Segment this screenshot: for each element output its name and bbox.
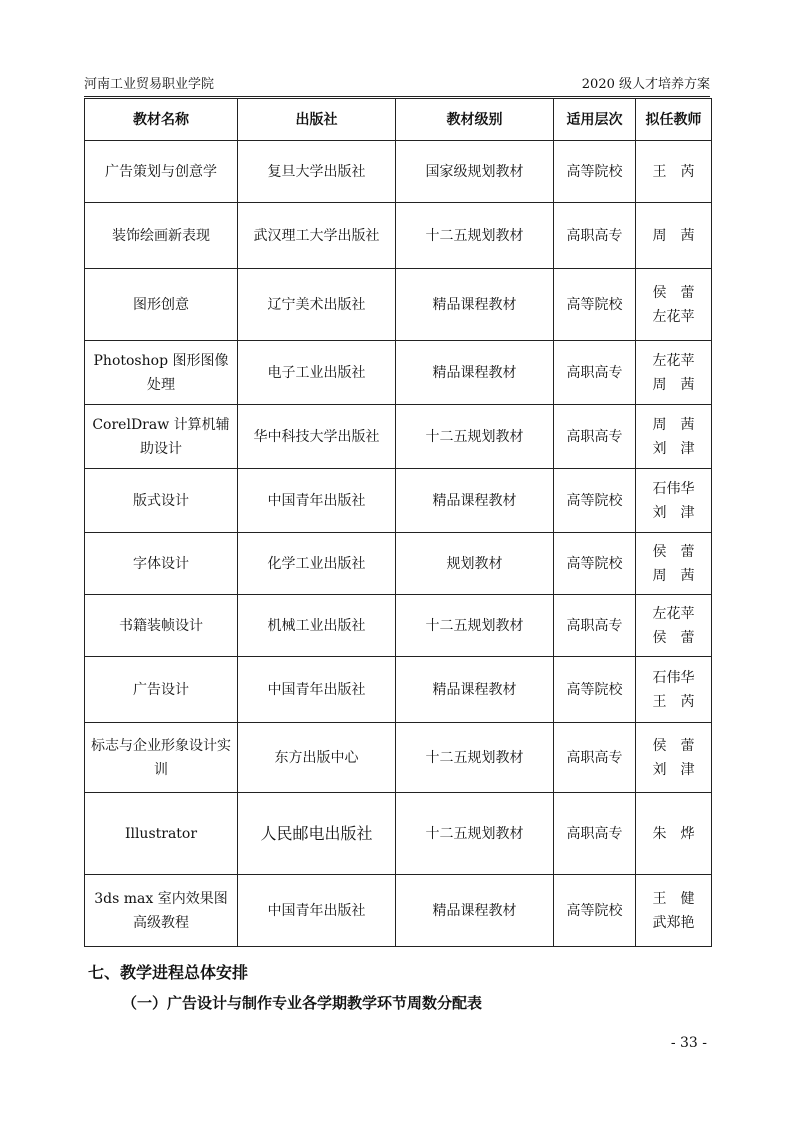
cell-publisher: 中国青年出版社 [238,469,396,533]
cell-teachers [636,269,712,341]
teacher-name: 左花苹 [652,352,695,369]
cell-publisher: 东方出版中心 [238,723,396,793]
teacher-name: 石伟华 [652,480,695,497]
table-row [85,595,712,657]
section-subtitle: （一）广告设计与制作专业各学期教学环节周数分配表 [122,994,483,1012]
cell-scope: 高职高专 [554,341,636,405]
teacher-name: 刘 津 [652,440,695,457]
cell-publisher: 武汉理工大学出版社 [238,203,396,269]
cell-level: 精品课程教材 [396,657,554,723]
cell-level: 精品课程教材 [396,269,554,341]
page-header [84,76,710,94]
teacher-name: 周 茜 [652,376,695,393]
cell-textbook-name: 广告设计 [85,657,238,723]
cell-scope: 高等院校 [554,469,636,533]
cell-teachers [636,533,712,595]
cell-scope: 高等院校 [554,657,636,723]
cell-level: 精品课程教材 [396,469,554,533]
cell-teachers [636,657,712,723]
table-row [85,793,712,875]
cell-level: 十二五规划教材 [396,405,554,469]
cell-scope: 高职高专 [554,793,636,875]
cell-teachers [636,595,712,657]
teacher-name: 左花苹 [652,308,695,325]
cell-scope: 高等院校 [554,269,636,341]
cell-publisher: 化学工业出版社 [238,533,396,595]
header-school-name: 河南工业贸易职业学院 [84,77,215,92]
cell-textbook-name: 3ds max 室内效果图高级教程 [85,875,238,947]
header-publisher: 出版社 [238,99,396,141]
cell-level: 十二五规划教材 [396,793,554,875]
teacher-name: 武郑艳 [652,914,695,931]
cell-textbook-name: Illustrator [85,793,238,875]
cell-teachers [636,875,712,947]
table-row [85,141,712,203]
teacher-name: 侯 蕾 [652,284,695,301]
cell-textbook-name: 标志与企业形象设计实训 [85,723,238,793]
cell-textbook-name: 装饰绘画新表现 [85,203,238,269]
cell-scope: 高职高专 [554,405,636,469]
teacher-name: 王 芮 [652,693,695,710]
cell-publisher: 机械工业出版社 [238,595,396,657]
table-row [85,723,712,793]
cell-textbook-name: 书籍装帧设计 [85,595,238,657]
table-header-row [85,99,712,141]
header-applicable-level: 适用层次 [554,99,636,141]
table-row [85,203,712,269]
teacher-name: 朱 烨 [652,825,695,842]
cell-teachers [636,203,712,269]
cell-level: 精品课程教材 [396,875,554,947]
table-row [85,533,712,595]
cell-scope: 高职高专 [554,595,636,657]
cell-textbook-name: 字体设计 [85,533,238,595]
table-row [85,657,712,723]
header-teacher: 拟任教师 [636,99,712,141]
cell-publisher: 人民邮电出版社 [238,793,396,875]
teacher-name: 左花苹 [652,605,695,622]
table-row [85,269,712,341]
cell-publisher: 辽宁美术出版社 [238,269,396,341]
cell-teachers [636,405,712,469]
cell-level: 十二五规划教材 [396,203,554,269]
teacher-name: 刘 津 [652,504,695,521]
section-title: 七、教学进程总体安排 [88,963,249,982]
cell-teachers [636,793,712,875]
table-row [85,405,712,469]
table-row [85,341,712,405]
cell-level: 国家级规划教材 [396,141,554,203]
header-textbook-name: 教材名称 [85,99,238,141]
cell-publisher: 复旦大学出版社 [238,141,396,203]
header-rule [84,96,710,97]
cell-textbook-name: Photoshop 图形图像处理 [85,341,238,405]
teacher-name: 侯 蕾 [652,629,695,646]
cell-textbook-name: 图形创意 [85,269,238,341]
header-doc-title: 2020 级人才培养方案 [581,77,710,92]
cell-publisher: 中国青年出版社 [238,657,396,723]
cell-teachers [636,141,712,203]
cell-textbook-name: 版式设计 [85,469,238,533]
teacher-name: 石伟华 [652,669,695,686]
cell-teachers [636,341,712,405]
cell-scope: 高等院校 [554,533,636,595]
teacher-name: 刘 津 [652,761,695,778]
cell-textbook-name: 广告策划与创意学 [85,141,238,203]
cell-level: 十二五规划教材 [396,595,554,657]
cell-teachers [636,469,712,533]
teacher-name: 侯 蕾 [652,737,695,754]
cell-scope: 高等院校 [554,875,636,947]
teacher-name: 侯 蕾 [652,543,695,560]
cell-scope: 高职高专 [554,723,636,793]
teacher-name: 周 茜 [652,416,695,433]
page-number: - 33 - [670,1035,707,1051]
table-row [85,469,712,533]
teacher-name: 周 茜 [652,227,695,244]
cell-level: 规划教材 [396,533,554,595]
teacher-name: 王 芮 [652,163,695,180]
cell-textbook-name: CorelDraw 计算机辅助设计 [85,405,238,469]
cell-scope: 高职高专 [554,203,636,269]
textbook-table [84,98,712,947]
cell-scope: 高等院校 [554,141,636,203]
header-textbook-level: 教材级别 [396,99,554,141]
cell-publisher: 电子工业出版社 [238,341,396,405]
cell-level: 十二五规划教材 [396,723,554,793]
cell-publisher: 中国青年出版社 [238,875,396,947]
cell-teachers [636,723,712,793]
teacher-name: 周 茜 [652,567,695,584]
table-row [85,875,712,947]
cell-level: 精品课程教材 [396,341,554,405]
teacher-name: 王 健 [652,890,695,907]
cell-publisher: 华中科技大学出版社 [238,405,396,469]
